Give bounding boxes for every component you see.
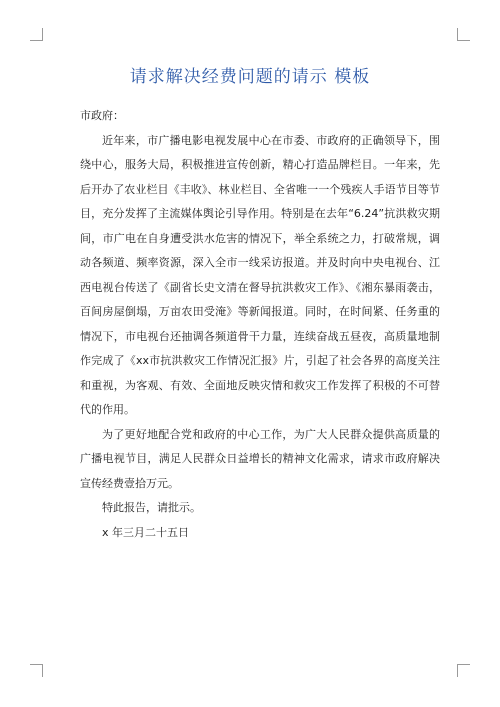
crop-mark-bottom-left [30,664,43,677]
crop-mark-top-right [457,28,470,41]
crop-mark-bottom-right [457,664,470,677]
document-date: x 年三月二十五日 [102,525,190,539]
document-body [80,104,440,545]
salutation: 市政府： [80,109,124,122]
document-title: 请求解决经费问题的请示 模板 [129,67,371,87]
crop-mark-top-left [30,28,43,41]
paragraph-closing: 特此报告，请批示。 [102,501,201,514]
paragraph-request: 为了更好地配合党和政府的中心工作，为广大人民群众提供高质量的广播电视节目，满足人民群众日益增长的精神文化需求，请求市政府解决宣传经费壹拾万元。 [80,427,440,490]
paragraph-main: 近年来，市广播电影电视发展中心在市委、市政府的正确领导下，围绕中心，服务大局，积极推进宣传创新，精心打造品牌栏目。一年来，先后开办了农业栏目《丰收》、林业栏目、全省唯一一个残疾人手语节目等节目，充分发挥了主流媒体舆论引导作用。特别是在去年“6.24”抗洪救灾期间，市广电在自身遭受洪水危害的情况下，举全系统之力，打破常规，调动各频道、频率资源，深入全市一线采访报道。并及时向中央电视台、江西电视台传送了《副省长史文清在督导抗洪救灾工作》、《湘东暴雨袭击，百间房屋倒塌，万亩农田受淹》等新闻报道。同时，在时间紧、任务重的情况下，市电视台还抽调各频道骨干力量，连续奋战五昼夜，高质量地制作完成了《xx市抗洪救灾工作情况汇报》片，引起了社会各界的高度关注和重视，为客观、有效、全面地反映灾情和救灾工作发挥了积极的不可替代的作用。 [80,133,440,416]
